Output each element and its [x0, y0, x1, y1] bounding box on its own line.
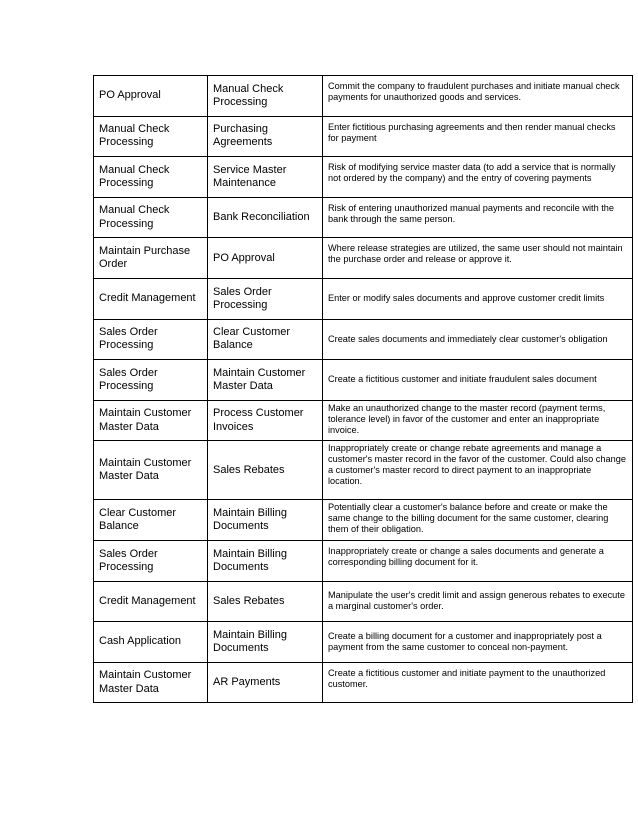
table-row — [94, 238, 633, 279]
table-row — [94, 441, 633, 500]
function-b-cell: Maintain Billing Documents — [208, 540, 323, 581]
function-a-cell: Clear Customer Balance — [94, 500, 208, 541]
table-row — [94, 157, 633, 198]
risk-description-cell: Create a fictitious customer and initiate payment to the unauthorized customer. — [323, 662, 633, 703]
risk-description-cell: Create a fictitious customer and initiate fraudulent sales document — [323, 360, 633, 401]
function-a-cell: Cash Application — [94, 622, 208, 663]
table-row — [94, 400, 633, 441]
table-row — [94, 319, 633, 360]
table-row — [94, 197, 633, 238]
risk-description-cell: Inappropriately create or change rebate agreements and manage a customer's master record in the favor of the customer. Could also change a customer's master record to direct payment to an inappropriate location. — [323, 441, 633, 500]
function-a-cell: Sales Order Processing — [94, 540, 208, 581]
table-row — [94, 622, 633, 663]
table-row — [94, 76, 633, 117]
table-row — [94, 116, 633, 157]
function-a-cell: Manual Check Processing — [94, 197, 208, 238]
table-row — [94, 500, 633, 541]
function-b-cell: Maintain Billing Documents — [208, 500, 323, 541]
function-b-cell: Sales Rebates — [208, 441, 323, 500]
risk-description-cell: Create a billing document for a customer and inappropriately post a payment from the same customer to conceal non-payment. — [323, 622, 633, 663]
table-row — [94, 360, 633, 401]
risk-description-cell: Inappropriately create or change a sales documents and generate a corresponding billing document for it. — [323, 540, 633, 581]
function-a-cell: Maintain Customer Master Data — [94, 400, 208, 441]
risk-description-cell: Create sales documents and immediately clear customer's obligation — [323, 319, 633, 360]
function-a-cell: PO Approval — [94, 76, 208, 117]
table-row — [94, 278, 633, 319]
function-b-cell: Manual Check Processing — [208, 76, 323, 117]
function-a-cell: Maintain Customer Master Data — [94, 662, 208, 703]
function-a-cell: Sales Order Processing — [94, 319, 208, 360]
risk-description-cell: Make an unauthorized change to the master record (payment terms, tolerance level) in favor of the customer and enter an inappropriate invoice. — [323, 400, 633, 441]
risk-description-cell: Commit the company to fraudulent purchases and initiate manual check payments for unauthorized goods and services. — [323, 76, 633, 117]
function-b-cell: Clear Customer Balance — [208, 319, 323, 360]
risk-description-cell: Enter fictitious purchasing agreements and then render manual checks for payment — [323, 116, 633, 157]
function-a-cell: Sales Order Processing — [94, 360, 208, 401]
risk-description-cell: Where release strategies are utilized, the same user should not maintain the purchase order and release or approve it. — [323, 238, 633, 279]
function-b-cell: Service Master Maintenance — [208, 157, 323, 198]
function-b-cell: Maintain Billing Documents — [208, 622, 323, 663]
function-b-cell: Sales Rebates — [208, 581, 323, 622]
function-a-cell: Credit Management — [94, 278, 208, 319]
function-b-cell: PO Approval — [208, 238, 323, 279]
function-b-cell: Bank Reconciliation — [208, 197, 323, 238]
function-b-cell: Purchasing Agreements — [208, 116, 323, 157]
risk-description-cell: Potentially clear a customer's balance before and create or make the same change to the billing document for the same customer, clearing them of their obligation. — [323, 500, 633, 541]
risk-description-cell: Enter or modify sales documents and approve customer credit limits — [323, 278, 633, 319]
function-b-cell: AR Payments — [208, 662, 323, 703]
function-b-cell: Sales Order Processing — [208, 278, 323, 319]
function-a-cell: Manual Check Processing — [94, 116, 208, 157]
risk-description-cell: Risk of entering unauthorized manual payments and reconcile with the bank through the same person. — [323, 197, 633, 238]
function-a-cell: Credit Management — [94, 581, 208, 622]
segregation-of-duties-table — [93, 75, 633, 703]
table-row — [94, 662, 633, 703]
risk-description-cell: Risk of modifying service master data (to add a service that is normally not ordered by the company) and the entry of covering payments — [323, 157, 633, 198]
function-b-cell: Maintain Customer Master Data — [208, 360, 323, 401]
function-a-cell: Maintain Purchase Order — [94, 238, 208, 279]
function-a-cell: Manual Check Processing — [94, 157, 208, 198]
table-row — [94, 581, 633, 622]
table-row — [94, 540, 633, 581]
function-a-cell: Maintain Customer Master Data — [94, 441, 208, 500]
risk-description-cell: Manipulate the user's credit limit and assign generous rebates to execute a marginal customer's order. — [323, 581, 633, 622]
function-b-cell: Process Customer Invoices — [208, 400, 323, 441]
